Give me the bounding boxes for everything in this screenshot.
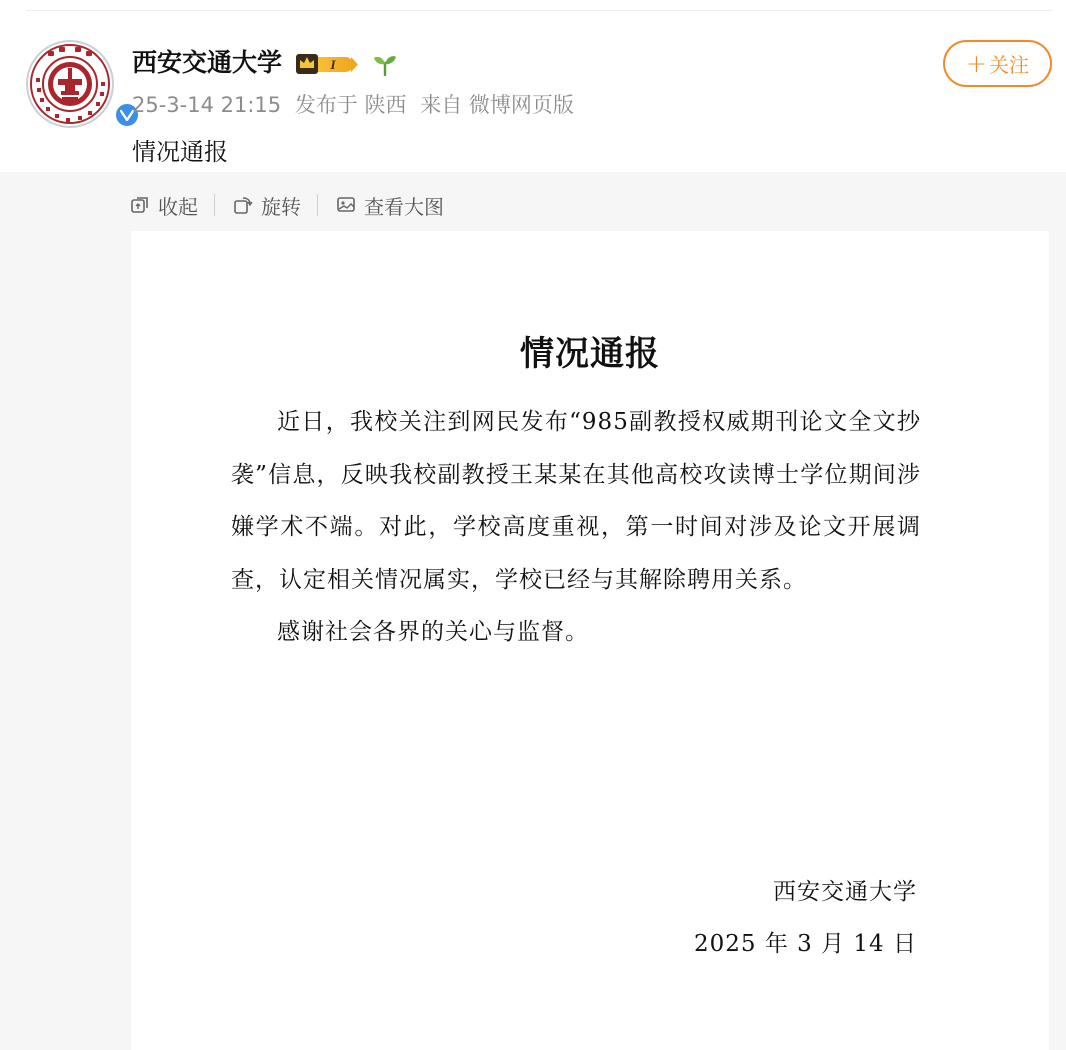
avatar[interactable] xyxy=(26,40,114,128)
view-image-icon xyxy=(336,195,356,215)
document-body xyxy=(231,396,921,659)
user-name[interactable]: 西安交通大学 xyxy=(132,48,283,77)
vip-crown-icon[interactable] xyxy=(295,52,359,76)
toolbar-divider xyxy=(214,194,215,216)
media-panel xyxy=(0,172,1066,1050)
university-logo xyxy=(26,40,114,128)
post-time[interactable]: 25-3-14 21:15 xyxy=(132,93,282,117)
collapse-label: 收起 xyxy=(158,194,198,219)
post-location: 发布于 陕西 xyxy=(294,93,407,117)
rotate-label: 旋转 xyxy=(261,194,301,219)
collapse-icon xyxy=(130,195,150,215)
follow-button[interactable] xyxy=(943,40,1052,87)
vip-level: I xyxy=(330,57,336,72)
follow-label: 关注 xyxy=(988,53,1029,77)
post-source: 来自 微博网页版 xyxy=(420,93,574,117)
document-image[interactable] xyxy=(131,231,1049,1050)
sprout-icon xyxy=(372,52,398,76)
view-large-label: 查看大图 xyxy=(364,194,444,219)
document-paragraph: 近日，我校关注到网民发布“985副教授权威期刊论文全文抄袭”信息，反映我校副教授王某某在其他高校攻读博士学位期间涉嫌学术不端。对此，学校高度重视，第一时间对涉及论文开展调查，认定相关情况属实，学校已经与其解除聘用关系。 xyxy=(231,409,921,593)
toolbar-divider xyxy=(317,194,318,216)
signature-org: 西安交通大学 xyxy=(773,879,917,905)
document-paragraph: 感谢社会各界的关心与监督。 xyxy=(277,619,589,645)
view-large-button[interactable] xyxy=(336,191,444,220)
document-title: 情况通报 xyxy=(520,334,660,374)
rotate-button[interactable] xyxy=(233,191,301,220)
top-divider xyxy=(26,10,1052,11)
collapse-button[interactable] xyxy=(130,191,198,220)
document-signature xyxy=(694,866,917,970)
post-text: 情况通报 xyxy=(132,138,228,166)
rotate-icon xyxy=(233,195,253,215)
post-meta xyxy=(132,90,581,120)
media-toolbar xyxy=(130,190,444,220)
signature-date: 2025 年 3 月 14 日 xyxy=(694,931,917,957)
plus-icon: + xyxy=(966,49,987,78)
